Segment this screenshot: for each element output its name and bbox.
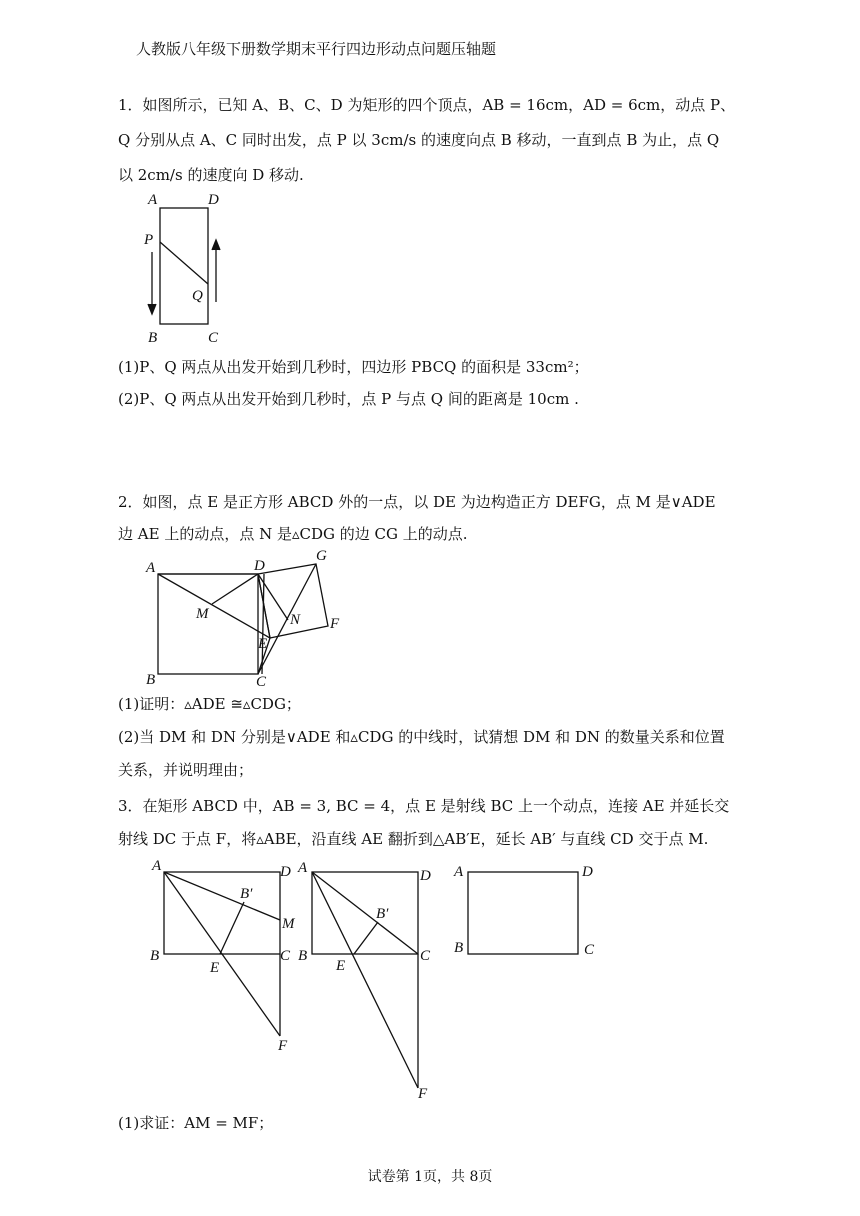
problem-1-line-3: 以 2cm/s 的速度向 D 移动. xyxy=(118,166,304,184)
label-g: G xyxy=(316,548,327,564)
rect-abcd xyxy=(160,208,208,324)
problem-1-question-2: (2)P、Q 两点从出发开始到几秒时，点 P 与点 Q 间的距离是 10cm . xyxy=(118,390,579,408)
label-c: C xyxy=(256,674,267,690)
problem-1-question-1: (1)P、Q 两点从出发开始到几秒时，四边形 PBCQ 的面积是 33cm²； xyxy=(118,358,589,376)
label-m: M xyxy=(282,916,295,932)
segment-a-e xyxy=(158,574,270,638)
problem-2-question-1: (1)证明：▵ADE ≅▵CDG； xyxy=(118,695,301,713)
label-q: Q xyxy=(192,288,203,304)
label-a: A xyxy=(148,192,158,208)
label-d: D xyxy=(280,864,291,880)
problem-3-line-2: 射线 DC 于点 F，将▵ABE，沿直线 AE 翻折到△AB′E，延长 AB′ 与直线 CD 交于点 M. xyxy=(118,830,709,848)
label-c: C xyxy=(280,948,291,964)
label-c: C xyxy=(584,942,595,958)
label-b: B xyxy=(454,940,464,956)
problem-3-question-1: (1)求证：AM = MF； xyxy=(118,1114,274,1132)
label-b: B xyxy=(146,672,156,688)
label-m: M xyxy=(196,606,209,622)
problem-3-line-1: 3．在矩形 ABCD 中，AB = 3, BC = 4，点 E 是射线 BC 上一个动点，连接 AE 并延长交 xyxy=(118,797,730,815)
figure-2-squares xyxy=(140,546,360,690)
label-a: A xyxy=(454,864,464,880)
label-b1: B′ xyxy=(376,906,389,922)
problem-1-line-2: Q 分别从点 A、C 同时出发，点 P 以 3cm/s 的速度向点 B 移动，一直到点 B 为止，点 Q xyxy=(118,131,720,149)
label-e: E xyxy=(258,636,268,652)
figure-3b xyxy=(296,856,446,1106)
arrow-down-head xyxy=(148,304,156,314)
page-footer: 试卷第 1页，共 8页 xyxy=(367,1169,493,1185)
label-e: E xyxy=(210,960,220,976)
label-d: D xyxy=(582,864,593,880)
label-b: B xyxy=(298,948,308,964)
segment-eb1 xyxy=(354,922,378,954)
label-p: P xyxy=(144,232,154,248)
problem-1-line-1: 1．如图所示，已知 A、B、C、D 为矩形的四个顶点，AB = 16cm，AD = 6cm，动点 P、 xyxy=(118,96,736,114)
segment-af xyxy=(312,872,418,1088)
problem-2-question-2-line-2: 关系，并说明理由； xyxy=(118,761,254,779)
label-f: F xyxy=(278,1038,288,1054)
segment-pq xyxy=(160,242,208,284)
segment-ac xyxy=(312,872,418,954)
document-title: 人教版八年级下册数学期末平行四边形动点问题压轴题 xyxy=(136,40,497,58)
label-a: A xyxy=(298,860,308,876)
problem-2-line-2: 边 AE 上的动点，点 N 是▵CDG 的边 CG 上的动点. xyxy=(118,525,468,543)
label-n: N xyxy=(290,612,301,628)
figure-3a xyxy=(146,856,306,1056)
label-f: F xyxy=(418,1086,428,1102)
segment-eb1 xyxy=(220,902,244,954)
label-c: C xyxy=(208,330,219,346)
rect-abcd xyxy=(468,872,578,954)
label-d: D xyxy=(208,192,219,208)
label-f: F xyxy=(330,616,340,632)
problem-2-line-1: 2．如图，点 E 是正方形 ABCD 外的一点，以 DE 为边构造正方 DEFG，点 M 是∨ADE xyxy=(118,493,716,511)
square-abcd xyxy=(158,574,258,674)
label-b1: B′ xyxy=(240,886,253,902)
label-d: D xyxy=(254,558,265,574)
arrow-up-head xyxy=(212,240,220,250)
label-c: C xyxy=(420,948,431,964)
label-b: B xyxy=(150,948,160,964)
figure-3c xyxy=(446,856,606,966)
label-b: B xyxy=(148,330,158,346)
segment-dm xyxy=(212,574,258,604)
label-e: E xyxy=(336,958,346,974)
figure-1-rectangle xyxy=(130,186,250,346)
label-d: D xyxy=(420,868,431,884)
label-a: A xyxy=(146,560,156,576)
label-a: A xyxy=(152,858,162,874)
problem-2-question-2-line-1: (2)当 DM 和 DN 分别是∨ADE 和▵CDG 的中线时，试猜想 DM 和 DN 的数量关系和位置 xyxy=(118,728,725,746)
